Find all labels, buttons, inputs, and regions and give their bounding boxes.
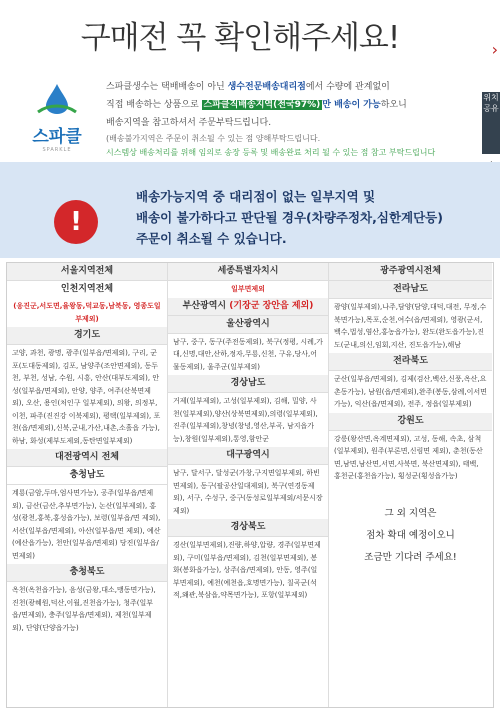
intro-highlight: 스파클직배송지역(전국97%)	[203, 100, 321, 110]
warning-text	[136, 186, 496, 249]
warning-line-3: 주문이 취소될 수 있습니다.	[136, 231, 287, 246]
header-daegu: 대구광역시	[168, 447, 328, 465]
header-gyeongbuk: 경상북도	[168, 519, 328, 537]
jeonnam-areas: 광양(일부제외),나주,담양(담양,대덕,대전, 무정,수북면가능),목포,순천,여수(읍/면제외), 영광(군서,백수,법성,염산,홍농읍가능), 완도(완도읍가능),진도(군내,의신,임회,지산, 진도읍가능),해남	[334, 303, 487, 349]
note-line-3: 조금만 기다려 주세요!	[364, 551, 457, 563]
intro-p1: 스파클생수는 택배배송이 아닌	[106, 82, 228, 92]
warning-line-2: 배송이 불가하다고 판단될 경우(차량주정차,심한계단등)	[136, 210, 443, 225]
gangwon-areas: 강릉(왕산면,옥계면제외), 고성, 동해, 속초, 삼척(일부제외), 원주(부론면,신림면 제외), 춘천(동산면,남면,남산면,서면,사북면, 북산면제외), 태백, 홍천군(홍천읍가능), 횡성군(횡성읍가능)	[334, 434, 483, 480]
busan-note: (기장군 장안읍 제외)	[229, 300, 314, 311]
header-jeonbuk: 전라북도	[329, 353, 492, 371]
intro-p3: 배송지역을 참고하셔서 주문부탁드립니다.	[106, 118, 272, 128]
header-chungnam: 충청남도	[7, 467, 167, 485]
incheon-exclusions: (옹진군,서도면,율왕동,덕교동,남북동, 영종도일부제외)	[13, 302, 161, 323]
gyeongnam-areas: 거제(일부제외), 고성(일부제외), 김해, 밀양, 사천(일부제외),양산(상북면제외),의령(일부제외),진주(일부제외),창녕(창녕,영산,부곡, 남지읍가능),창원(일부제외),통영,함안군	[173, 397, 318, 443]
header-sejong: 세종특별자치시	[168, 263, 328, 281]
side-tab-label: 위치 공유	[483, 93, 499, 113]
water-drop-icon	[34, 82, 80, 116]
sejong-note: 일부면제외	[231, 285, 265, 293]
daegu-areas: 남구, 달서구, 달성군(가창,구지면일부제외, 하빈면제외), 동구(팔공산일대제외), 북구(연경동제외), 서구, 수성구, 중구(동성로일부제외/서문시장제외)	[173, 469, 323, 515]
intro-p2: 직접 배송하는 상품으로	[106, 100, 202, 110]
chungnam-areas: 계룡(금암,두마,엄사면가능), 공주(일부읍/면제외), 금산(금산,추부면가능), 논산(일부제외), 홍성(광천,홍북,홍성읍가능), 보령(일부읍/면 제외), 서산(일부읍/면제외), 아산(일부읍/면 제외), 예산(예산읍가능), 천안(일부읍/면제외) 당진(일부읍/면제외)	[12, 489, 161, 560]
note-line-1: 그 외 지역은	[384, 507, 437, 519]
intro-p2-tail: 하오니	[380, 100, 407, 110]
header-incheon: 인천지역전체	[7, 281, 167, 298]
header-ulsan: 울산광역시	[168, 316, 328, 334]
header-gyeongnam: 경상남도	[168, 375, 328, 393]
note-line-2: 점차 확대 예정이오니	[366, 529, 455, 541]
logo-sub: SPARKLE	[42, 147, 72, 153]
warning-icon: !	[54, 200, 98, 244]
brand-logo	[28, 82, 86, 153]
header-gangwon: 강원도	[329, 413, 492, 431]
intro-note-2: 시스템상 배송처리를 위해 임의로 송장 등록 및 배송완료 처리 될 수 있는 점 참고 부탁드립니다	[106, 148, 436, 157]
intro-p1-bold: 생수전문배송대리점	[227, 82, 306, 92]
gyeonggi-areas: 고양, 과천, 광명, 광주(일부읍/면제외), 구리, 군포(도대동제외), 김포, 남양주(조안면제외), 동두천, 부천, 성남, 수원, 시흥, 안산(대부도제외), 안성(일부읍/면제외), 안양, 양주, 여주(산북면제외), 오산, 용인(처인구 일부제외), 의왕, 의정부, 이천, 파주(진진강 이북제외), 평택(일부제외), 포천(읍/면제외),신북,군내,가산,내촌,소흘읍 가능), 하남, 화성(제부도제외,동탄면일부제외)	[12, 349, 161, 445]
header-jeonnam: 전라남도	[329, 281, 492, 299]
close-icon[interactable]: ›	[491, 40, 498, 59]
header-daejeon: 대전광역시 전체	[7, 449, 167, 467]
logo-name: 스파클	[32, 127, 82, 147]
busan-title: 부산광역시	[182, 300, 227, 311]
delivery-area-table	[6, 262, 494, 708]
header-gyeonggi: 경기도	[7, 327, 167, 345]
page-title: 구매전 꼭 확인해주세요!	[80, 20, 400, 56]
header-chungbuk: 충청북도	[7, 564, 167, 582]
intro-text	[106, 78, 486, 160]
column-3	[329, 263, 492, 707]
expansion-note	[356, 503, 466, 569]
header-seoul: 서울지역전체	[7, 263, 167, 281]
column-2	[168, 263, 329, 707]
ulsan-areas: 남구, 중구, 동구(주전동제외), 북구(정평, 시례,가대,신명,대안,산하,정자,무룡,신천, 구유,당사,어물동제외), 울주군(일부제외)	[173, 337, 323, 371]
intro-p1-tail: 에서 수량에 관계없이	[305, 82, 390, 92]
chungbuk-areas: 옥천(옥천읍가능), 음성(금왕,대소,맹동면가능), 진천(광혜원,덕산,이월,진천읍가능), 청주(일부읍/면제외), 충주(일부읍/면제외), 제천(일부제외), 단양(단양읍가능)	[12, 586, 156, 632]
intro-p2-bold: 만 배송이 가능	[322, 100, 381, 110]
header-gwangju: 광주광역시전체	[329, 263, 492, 281]
gyeongbuk-areas: 경산(일부면제외),진량,하양,압량, 경주(일부면제외), 구미(일부읍/면제외), 김천(일부면제외), 봉화(봉화읍가능), 상주(읍/면제외), 안동, 영주(일부면제외), 예천(예천읍,호명면가능), 칠곡군(석적,왜관,북삼읍,약목면가능), 포항(일부제외)	[173, 541, 321, 599]
column-1	[7, 263, 168, 707]
warning-line-1: 배송가능지역 중 대리점이 없는 일부지역 및	[136, 189, 376, 204]
header-busan	[168, 298, 328, 316]
intro-note-1: (배송불가지역은 주문이 취소될 수 있는 점 양해부탁드립니다.	[106, 134, 321, 143]
jeonbuk-areas: 군산(일부읍/면제외), 김제(검산,백산,신풍,옥산,요촌동가능), 남원(읍/면제외),완주(봉동,삼례,이서면가능), 익산(읍/면제외), 전주, 정읍(일부제외)	[334, 375, 487, 408]
